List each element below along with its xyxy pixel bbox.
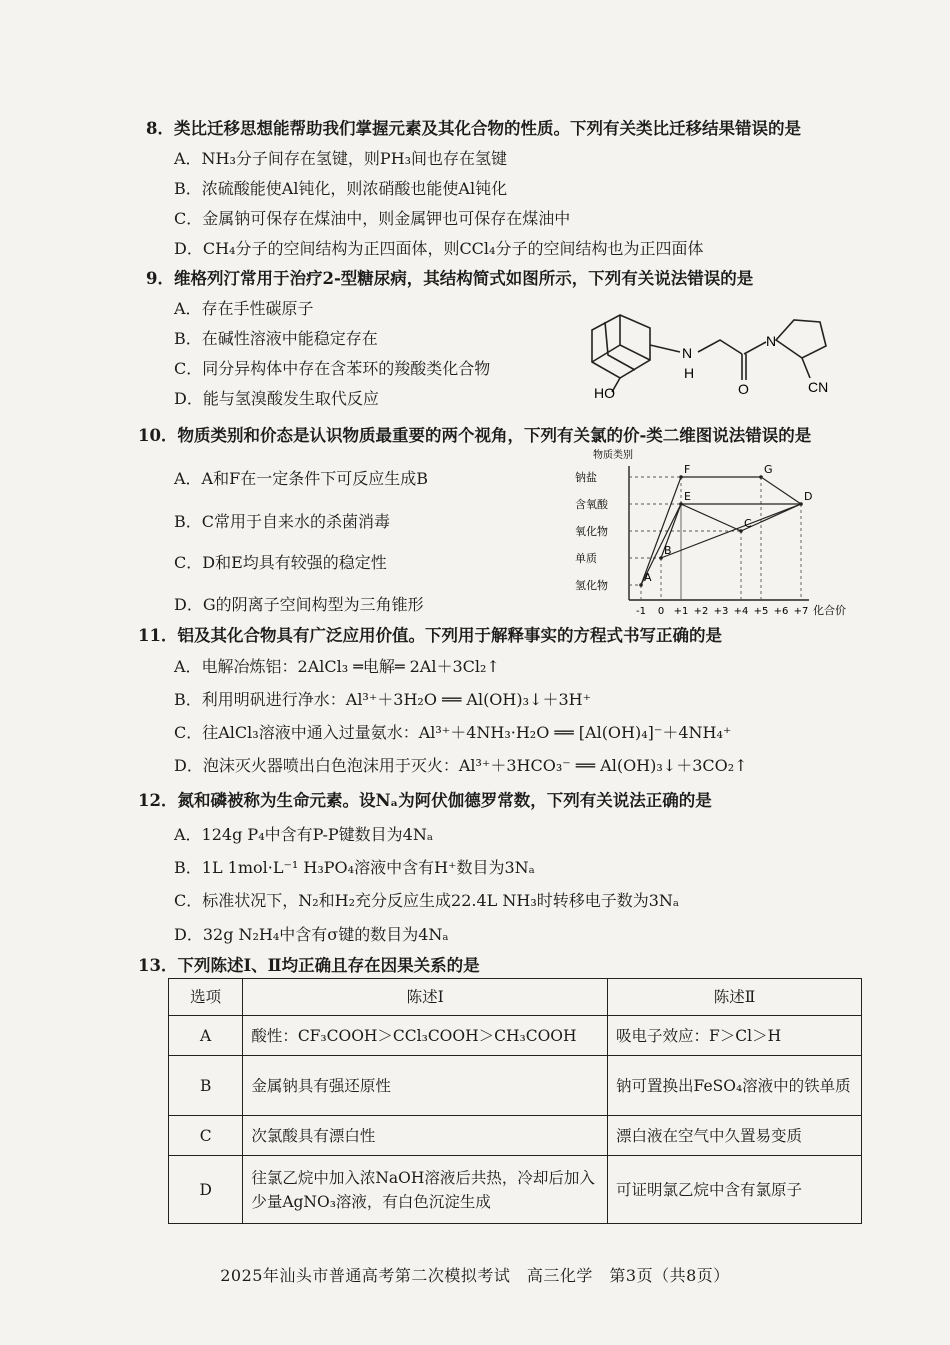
chlorine-valence-category-graph [565,448,865,623]
point-B [659,556,663,560]
q12-option-c: C．标准状况下，N₂和H₂充分反应生成22.4L NH₃时转移电子数为3Nₐ [174,891,680,910]
q8-option-a: A．NH₃分子间存在氢键，则PH₃间也存在氢键 [174,149,508,168]
q10-option-b: B．C常用于自来水的杀菌消毒 [174,512,391,531]
x-tick-label: +6 [773,606,789,617]
row-statement-2: 钠可置换出FeSO₄溶液中的铁单质 [608,1056,862,1116]
q12-stem: 12．氮和磷被称为生命元素。设Nₐ为阿伏伽德罗常数，下列有关说法正确的是 [138,791,712,810]
header-statement-2: 陈述Ⅱ [608,979,862,1016]
q9-stem: 9．维格列汀常用于治疗2-型糖尿病，其结构简式如图所示，下列有关说法错误的是 [146,269,754,288]
ring-n-label: N [766,333,777,349]
q12-option-b: B．1L 1mol·L⁻¹ H₃PO₄溶液中含有H⁺数目为3Nₐ [174,858,535,877]
table-row [169,1016,862,1056]
point-label: G [764,463,773,476]
table-row [169,1056,862,1116]
row-statement-1: 次氯酸具有漂白性 [243,1116,608,1156]
y-category-label: 含氧酸 [575,498,608,511]
point-label: C [744,517,752,530]
q8-stem: 8．类比迁移思想能帮助我们掌握元素及其化合物的性质。下列有关类比迁移结果错误的是 [146,119,801,138]
point-A [639,583,643,587]
row-statement-1: 金属钠具有强还原性 [243,1056,608,1116]
carbonyl-o-label: O [738,381,749,397]
row-statement-2: 漂白液在空气中久置易变质 [608,1116,862,1156]
page-footer: 2025年汕头市普通高考第二次模拟考试 高三化学 第3页（共8页） [220,1266,730,1285]
row-statement-1: 酸性：CF₃COOH＞CCl₃COOH＞CH₃COOH [243,1016,608,1056]
table-header-row [169,979,862,1016]
q9-option-c: C．同分异构体中存在含苯环的羧酸类化合物 [174,359,491,378]
q11-option-d: D．泡沫灭火器喷出白色泡沫用于灭火：Al³⁺＋3HCO₃⁻ ══ Al(OH)₃↓＋3CO₂↑ [174,756,748,775]
point-C [739,529,743,533]
x-tick-label: 0 [657,606,665,617]
q10-stem: 10．物质类别和价态是认识物质最重要的两个视角，下列有关氯的价-类二维图说法错误的是 [138,426,812,445]
graph-edge [761,477,801,504]
row-option: C [169,1116,243,1156]
y-category-label: 氢化物 [575,579,608,592]
x-tick-label: -1 [636,606,646,617]
point-label: A [644,571,652,584]
q13-stem: 13．下列陈述Ⅰ、Ⅱ均正确且存在因果关系的是 [138,956,480,975]
header-option: 选项 [169,979,243,1016]
row-statement-2: 可证明氯乙烷中含有氯原子 [608,1156,862,1224]
q9-option-a: A．存在手性碳原子 [174,299,314,318]
q10-option-c: C．D和E均具有较强的稳定性 [174,553,387,572]
q13-table [168,978,862,1224]
q8-option-b: B．浓硫酸能使Al钝化，则浓硝酸也能使Al钝化 [174,179,508,198]
hydroxyl-label: HO [594,385,615,401]
q11-option-a: A．电解冶炼铝：2AlCl₃ ═电解═ 2Al＋3Cl₂↑ [174,657,500,676]
point-label: F [684,463,691,476]
x-tick-label: +1 [673,606,689,617]
x-tick-label: +7 [793,606,809,617]
q11-option-b: B．利用明矾进行净水：Al³⁺＋3H₂O ══ Al(OH)₃↓＋3H⁺ [174,690,592,709]
y-category-label: 氧化物 [575,525,608,538]
point-E [679,502,683,506]
y-category-label: 钠盐 [575,471,597,484]
graph-edge [681,504,741,531]
point-label: D [804,490,813,503]
q8-option-c: C．金属钠可保存在煤油中，则金属钾也可保存在煤油中 [174,209,571,228]
x-tick-label: +5 [753,606,769,617]
point-F [679,475,683,479]
amine-n-label: N [682,345,693,361]
header-statement-1: 陈述Ⅰ [243,979,608,1016]
point-label: E [684,490,691,503]
table-row [169,1116,862,1156]
graph-x-title: 化合价 [813,604,846,617]
q9-option-b: B．在碱性溶液中能稳定存在 [174,329,378,348]
y-category-label: 单质 [575,552,597,565]
q12-option-a: A．124g P₄中含有P-P键数目为4Nₐ [174,825,434,844]
x-tick-label: +2 [693,606,709,617]
table-row [169,1156,862,1224]
amine-h-label: H [684,365,695,381]
row-option: B [169,1056,243,1116]
q12-option-d: D．32g N₂H₄中含有σ键的数目为4Nₐ [174,925,449,944]
row-option: A [169,1016,243,1056]
q8-option-d: D．CH₄分子的空间结构为正四面体，则CCl₄分子的空间结构也为正四面体 [174,239,704,258]
row-statement-2: 吸电子效应：F＞Cl＞H [608,1016,862,1056]
graph-edge [661,504,801,558]
point-D [799,502,803,506]
vildagliptin-structure [580,300,850,410]
x-tick-label: +4 [733,606,749,617]
q11-option-c: C．往AlCl₃溶液中通入过量氨水：Al³⁺＋4NH₃·H₂O ══ [Al(OH)₄]⁻＋4NH₄⁺ [174,723,732,742]
q9-option-d: D．能与氢溴酸发生取代反应 [174,389,379,408]
q11-stem: 11．铝及其化合物具有广泛应用价值。下列用于解释事实的方程式书写正确的是 [138,626,722,645]
row-statement-1: 往氯乙烷中加入浓NaOH溶液后共热，冷却后加入少量AgNO₃溶液，有白色沉淀生成 [243,1156,608,1224]
nitrile-label: CN [808,379,829,395]
q10-option-a: A．A和F在一定条件下可反应生成B [174,469,428,488]
point-label: B [664,544,672,557]
graph-y-title: 物质类别 [593,450,633,461]
point-G [759,475,763,479]
row-option: D [169,1156,243,1224]
q10-option-d: D．G的阴离子空间构型为三角锥形 [174,595,424,614]
x-tick-label: +3 [713,606,729,617]
